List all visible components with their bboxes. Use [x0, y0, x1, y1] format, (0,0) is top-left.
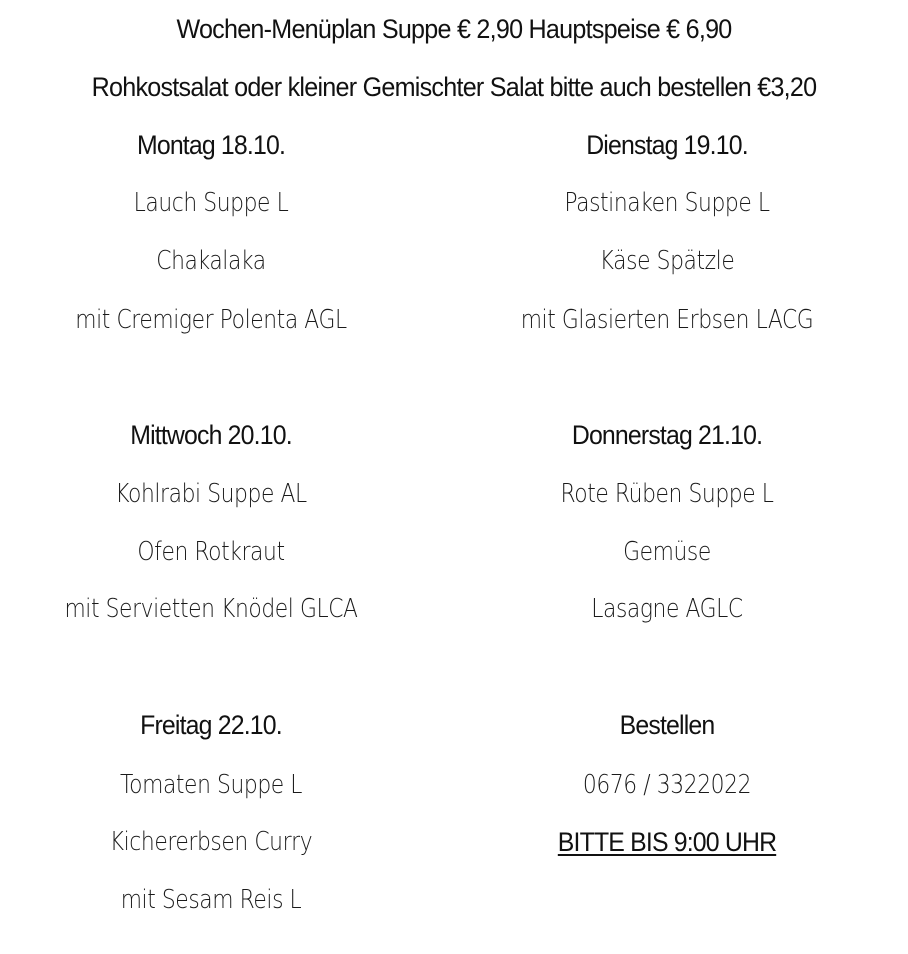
order-title: Bestellen	[619, 710, 715, 740]
salad-note: Rohkostsalat oder kleiner Gemischter Salat bitte auch bestellen €3,20	[91, 72, 817, 102]
soup-item: Rote Rüben Suppe L	[560, 479, 774, 509]
day-friday	[0, 710, 438, 940]
order-phone: 0676 / 3322022	[582, 770, 752, 800]
main-dish-item: Käse Spätzle	[599, 246, 735, 276]
day-title: Freitag 22.10.	[140, 710, 282, 740]
side-dish-item: mit Cremiger Polenta AGL	[75, 305, 347, 335]
side-dish-item: mit Sesam Reis L	[120, 885, 302, 915]
soup-item: Lauch Suppe L	[133, 188, 289, 218]
side-dish-item: Lasagne AGLC	[591, 594, 743, 624]
day-thursday	[440, 420, 894, 640]
main-dish-item: Gemüse	[623, 537, 711, 567]
menu-title: Wochen-Menüplan Suppe € 2,90 Hauptspeise € 6,90	[176, 14, 732, 44]
main-dish-item: Kichererbsen Curry	[109, 827, 313, 857]
order-info	[440, 710, 894, 890]
day-title: Dienstag 19.10.	[586, 130, 748, 160]
side-dish-item: mit Glasierten Erbsen LACG	[520, 305, 814, 335]
main-dish-item: Chakalaka	[156, 246, 266, 276]
day-wednesday	[0, 420, 438, 640]
day-title: Donnerstag 21.10.	[571, 420, 763, 450]
day-tuesday	[440, 130, 894, 350]
main-dish-item: Ofen Rotkraut	[137, 537, 285, 567]
soup-item: Tomaten Suppe L	[119, 770, 303, 800]
soup-item: Kohlrabi Suppe AL	[115, 479, 307, 509]
order-deadline: BITTE BIS 9:00 UHR	[557, 827, 777, 857]
day-title: Mittwoch 20.10.	[130, 420, 292, 450]
day-monday	[0, 130, 438, 350]
side-dish-item: mit Servietten Knödel GLCA	[64, 594, 358, 624]
soup-item: Pastinaken Suppe L	[564, 188, 770, 218]
day-title: Montag 18.10.	[136, 130, 286, 160]
